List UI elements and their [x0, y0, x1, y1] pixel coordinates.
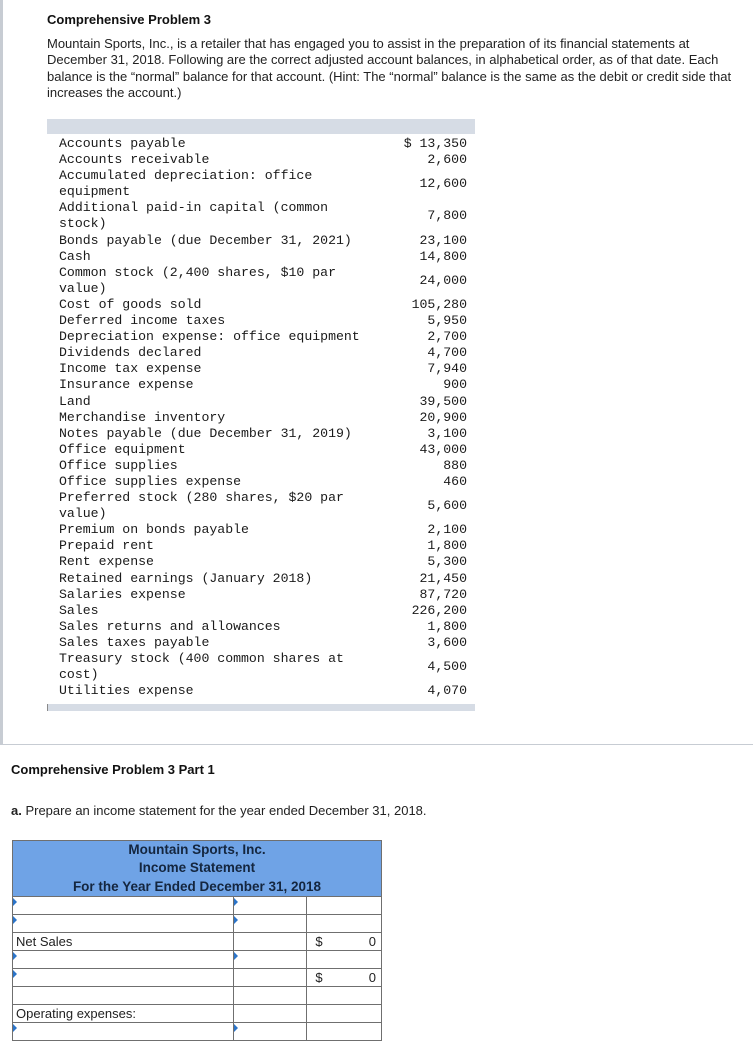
- blank-cell: [307, 1004, 382, 1022]
- blank-cell: [13, 986, 234, 1004]
- account-amount: 460: [443, 473, 467, 489]
- account-row: [47, 168, 475, 200]
- account-row: [47, 426, 475, 442]
- statement-period: For the Year Ended December 31, 2018: [72, 878, 322, 894]
- account-name: Bonds payable (due December 31, 2021): [59, 232, 352, 248]
- account-amount: 5,300: [427, 554, 467, 570]
- account-amount: 12,600: [419, 176, 467, 192]
- account-row: [47, 522, 475, 538]
- table-header-band: [47, 119, 475, 134]
- income-statement-table: [12, 840, 382, 1041]
- account-amount: 39,500: [419, 393, 467, 409]
- account-name: Dividends declared: [59, 345, 202, 361]
- instruction-text: Prepare an income statement for the year ended December 31, 2018.: [21, 803, 427, 818]
- subtotal-row: [13, 968, 382, 986]
- account-input[interactable]: [13, 914, 234, 932]
- account-amount: 900: [443, 377, 467, 393]
- total-cell: [307, 950, 382, 968]
- account-name: Sales taxes payable: [59, 634, 210, 650]
- account-amount: 43,000: [419, 441, 467, 457]
- subtotal-value: 0: [368, 969, 376, 985]
- account-row: [47, 571, 475, 587]
- amount-input[interactable]: [234, 914, 307, 932]
- account-amount: 7,800: [427, 208, 467, 224]
- table-footer-band: [47, 704, 475, 711]
- account-amount: 226,200: [411, 602, 467, 618]
- account-amount: 7,940: [427, 361, 467, 377]
- account-amount: 14,800: [419, 248, 467, 264]
- account-row: [47, 249, 475, 265]
- statement-heading: [13, 841, 382, 897]
- account-row: [47, 394, 475, 410]
- amount-cell: [234, 968, 307, 986]
- account-name: Preferred stock (280 shares, $20 par value): [59, 490, 344, 522]
- currency-symbol: $: [315, 933, 323, 949]
- account-name: Insurance expense: [59, 377, 194, 393]
- table-row: [13, 950, 382, 968]
- account-amount: 2,700: [427, 329, 467, 345]
- account-row: [47, 442, 475, 458]
- account-name: Office supplies: [59, 457, 178, 473]
- net-sales-value: 0: [368, 933, 376, 949]
- account-name: Merchandise inventory: [59, 409, 226, 425]
- account-row: [47, 554, 475, 570]
- operating-expenses-row: [13, 1004, 382, 1022]
- account-name: Additional paid-in capital (common stock): [59, 200, 329, 232]
- account-amount: 2,100: [427, 522, 467, 538]
- table-row: [13, 1022, 382, 1040]
- account-name: Treasury stock (400 common shares at cost): [59, 651, 344, 683]
- account-name: Income tax expense: [59, 361, 202, 377]
- account-name: Rent expense: [59, 554, 154, 570]
- account-row: [47, 619, 475, 635]
- account-row: [47, 136, 475, 152]
- account-balances-table: [47, 119, 475, 711]
- instruction-letter: a.: [11, 803, 22, 818]
- total-cell: [307, 914, 382, 932]
- account-name: Sales returns and allowances: [59, 618, 281, 634]
- account-input[interactable]: [13, 968, 234, 986]
- account-amount: 105,280: [411, 296, 467, 312]
- table-row: [13, 986, 382, 1004]
- account-amount: 21,450: [419, 570, 467, 586]
- account-row: [47, 538, 475, 554]
- amount-input[interactable]: [234, 1022, 307, 1040]
- account-amount: 2,600: [427, 152, 467, 168]
- account-name: Notes payable (due December 31, 2019): [59, 425, 352, 441]
- account-name: Accounts receivable: [59, 152, 210, 168]
- account-row: [47, 410, 475, 426]
- account-name: Accounts payable: [59, 136, 186, 151]
- table-row: [13, 896, 382, 914]
- account-name: Depreciation expense: office equipment: [59, 329, 360, 345]
- account-name: Sales: [59, 602, 99, 618]
- subtotal-cell: [307, 968, 382, 986]
- amount-input[interactable]: [234, 950, 307, 968]
- account-amount: 3,600: [427, 634, 467, 650]
- account-name: Office equipment: [59, 441, 186, 457]
- account-amount: 5,600: [427, 498, 467, 514]
- statement-header-row: [13, 841, 382, 897]
- account-row: [47, 587, 475, 603]
- amount-cell: [234, 932, 307, 950]
- account-name: Land: [59, 393, 91, 409]
- account-amount: 1,800: [427, 538, 467, 554]
- account-name: Cash: [59, 248, 91, 264]
- account-name: Premium on bonds payable: [59, 522, 249, 538]
- account-row: [47, 152, 475, 168]
- account-row: [47, 651, 475, 683]
- account-amount: 4,700: [427, 345, 467, 361]
- account-name: Accumulated depreciation: office equipment: [59, 168, 313, 200]
- account-amount: 23,100: [419, 232, 467, 248]
- account-row: [47, 297, 475, 313]
- account-amount: 880: [443, 457, 467, 473]
- part-instruction: [11, 803, 427, 818]
- account-amount: 24,000: [419, 272, 467, 288]
- account-amount: 4,070: [427, 683, 467, 699]
- account-amount: 87,720: [419, 586, 467, 602]
- account-row: [47, 361, 475, 377]
- account-row: [47, 490, 475, 522]
- account-name: Deferred income taxes: [59, 313, 226, 329]
- account-row: [47, 200, 475, 232]
- account-amount: $ 13,350: [403, 136, 467, 151]
- blank-cell: [307, 986, 382, 1004]
- account-row: [47, 683, 475, 699]
- problem-intro: Mountain Sports, Inc., is a retailer that has engaged you to assist in the preparation of its financial statements at December 31, 2018. Following are the correct adjusted account balances, in alphabetical order, as of that date. Each balance is the “normal” balance for that account. (Hint: The “normal” balance is the same as the debit or credit side that increases the account.): [47, 36, 732, 100]
- account-name: Office supplies expense: [59, 473, 242, 489]
- account-amount: 3,100: [427, 425, 467, 441]
- table-row: [13, 914, 382, 932]
- account-input[interactable]: [13, 1022, 234, 1040]
- account-amount: 1,800: [427, 618, 467, 634]
- account-name: Common stock (2,400 shares, $10 par value): [59, 264, 336, 296]
- account-balances-list: [47, 134, 475, 699]
- account-row: [47, 313, 475, 329]
- account-row: [47, 345, 475, 361]
- account-amount: 5,950: [427, 313, 467, 329]
- account-input[interactable]: [13, 950, 234, 968]
- account-row: [47, 265, 475, 297]
- account-amount: 4,500: [427, 659, 467, 675]
- part-title: Comprehensive Problem 3 Part 1: [11, 762, 215, 777]
- account-row: [47, 458, 475, 474]
- account-amount: 20,900: [419, 409, 467, 425]
- total-cell: [307, 896, 382, 914]
- total-cell: [307, 1022, 382, 1040]
- account-row: [47, 233, 475, 249]
- account-row: [47, 635, 475, 651]
- account-row: [47, 329, 475, 345]
- amount-input[interactable]: [234, 896, 307, 914]
- account-row: [47, 603, 475, 619]
- account-row: [47, 474, 475, 490]
- blank-cell: [234, 986, 307, 1004]
- problem-title: Comprehensive Problem 3: [47, 12, 211, 27]
- net-sales-label: Net Sales: [13, 932, 234, 950]
- net-sales-row: [13, 932, 382, 950]
- account-name: Prepaid rent: [59, 538, 154, 554]
- blank-cell: [234, 1004, 307, 1022]
- operating-expenses-label: Operating expenses:: [13, 1004, 234, 1022]
- statement-name: Income Statement: [138, 860, 256, 876]
- currency-symbol: $: [315, 969, 323, 985]
- account-name: Salaries expense: [59, 586, 186, 602]
- net-sales-total: [307, 932, 382, 950]
- company-name: Mountain Sports, Inc.: [128, 842, 266, 857]
- account-name: Utilities expense: [59, 683, 194, 699]
- account-name: Cost of goods sold: [59, 296, 202, 312]
- account-input[interactable]: [13, 896, 234, 914]
- account-row: [47, 377, 475, 393]
- account-name: Retained earnings (January 2018): [59, 570, 313, 586]
